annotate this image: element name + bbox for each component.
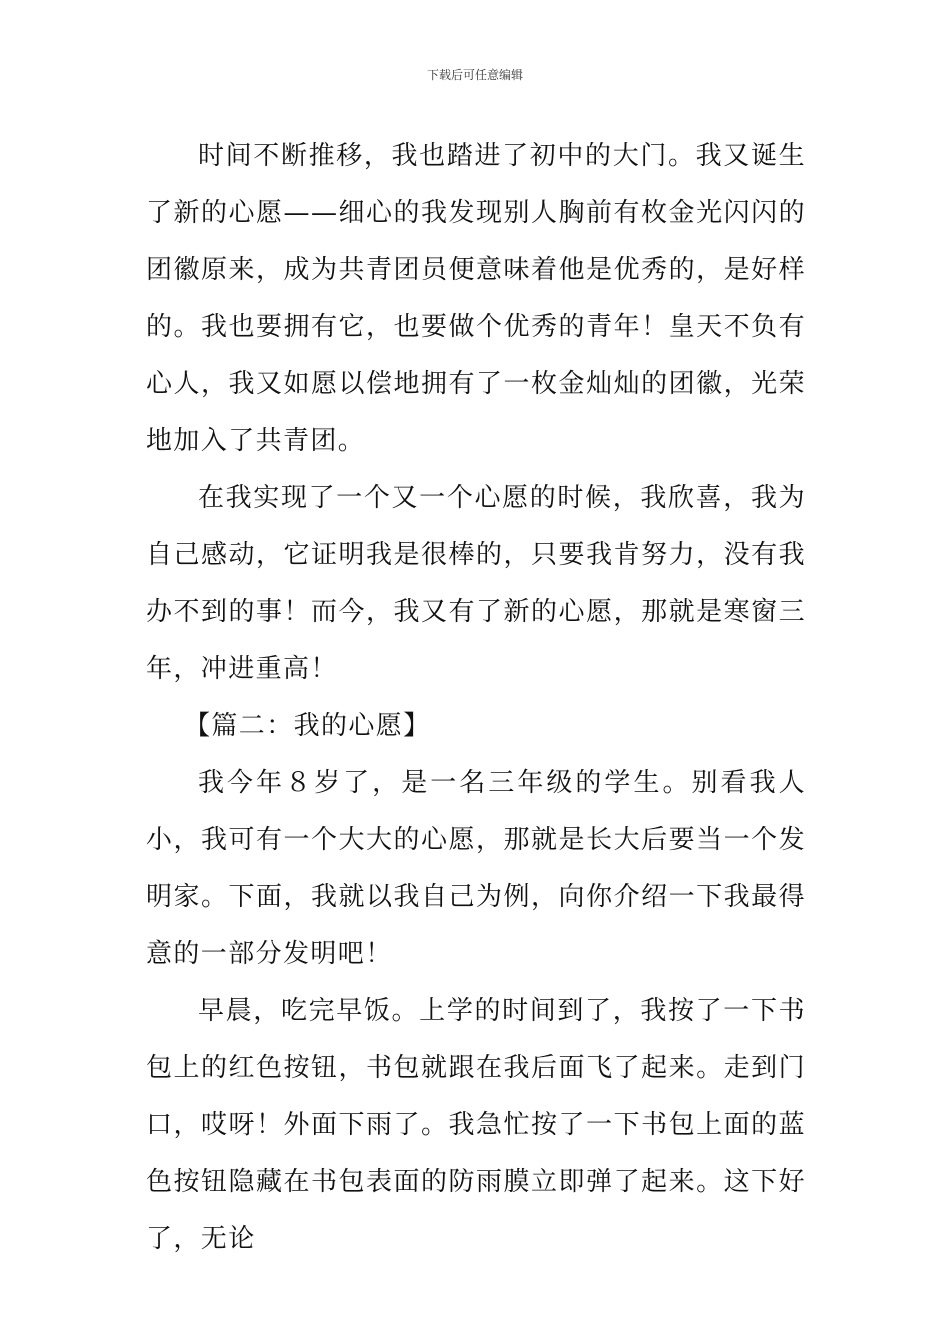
paragraph: 时间不断推移，我也踏进了初中的大门。我又诞生了新的心愿——细心的我发现别人胸前有枚金光闪闪的团徽原来，成为共青团员便意味着他是优秀的，是好样的。我也要拥有它，也要做个优秀的青年！皇天不负有心人，我又如愿以偿地拥有了一枚金灿灿的团徽，光荣地加入了共青团。 [146,141,806,456]
document-body [146,128,806,1268]
paragraph: 在我实现了一个又一个心愿的时候，我欣喜，我为自己感动，它证明我是很棒的，只要我肯努力，没有我办不到的事！而今，我又有了新的心愿，那就是寒窗三年，冲进重高！ [146,483,806,684]
section-title: 【篇二：我的心愿】 [184,711,431,741]
paragraph: 我今年８岁了，是一名三年级的学生。别看我人小，我可有一个大大的心愿，那就是长大后要当一个发明家。下面，我就以我自己为例，向你介绍一下我最得意的一部分发明吧！ [146,768,806,969]
paragraph: 早晨，吃完早饭。上学的时间到了，我按了一下书包上的红色按钮，书包就跟在我后面飞了起来。走到门口，哎呀！外面下雨了。我急忙按了一下书包上面的蓝色按钮隐藏在书包表面的防雨膜立即弹了起来。这下好了，无论 [146,996,806,1254]
header-note: 下载后可任意编辑 [426,68,523,82]
